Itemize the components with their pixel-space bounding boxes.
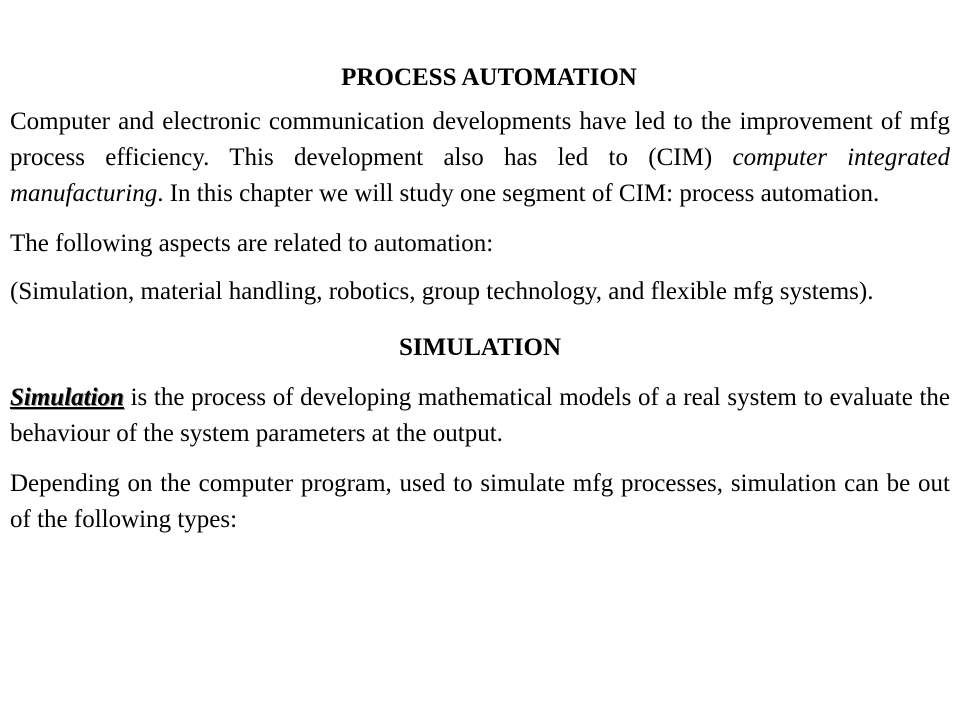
paragraph-simulation-types: Depending on the computer program, used to simulate mfg processes, simulation can be out of the following types: bbox=[10, 470, 950, 533]
simulation-term: Simulation bbox=[10, 384, 124, 411]
paragraph-intro-text-end: . In this chapter we will study one segment of CIM: process automation. bbox=[157, 180, 880, 207]
paragraph-intro-text-start: Computer and electronic communication developments have led to the improvement of mfg process efficiency. This development also has led to (CIM) bbox=[10, 108, 950, 171]
slide-page bbox=[10, 60, 950, 538]
paragraph-aspects: The following aspects are related to automation: bbox=[10, 230, 494, 257]
heading-simulation: SIMULATION bbox=[398, 334, 562, 361]
paragraph-intro-emphasis: computer integrated manufacturing bbox=[10, 144, 950, 207]
paragraph-aspects-list: (Simulation, material handling, robotics, group technology, and flexible mfg systems). bbox=[10, 278, 874, 305]
simulation-definition-text: is the process of developing mathematical models of a real system to evaluate the behaviour of the system parameters at the output. bbox=[10, 384, 950, 447]
paragraph-simulation-definition bbox=[10, 380, 950, 452]
paragraph-intro bbox=[10, 104, 950, 212]
heading-process-automation: PROCESS AUTOMATION bbox=[341, 64, 637, 91]
